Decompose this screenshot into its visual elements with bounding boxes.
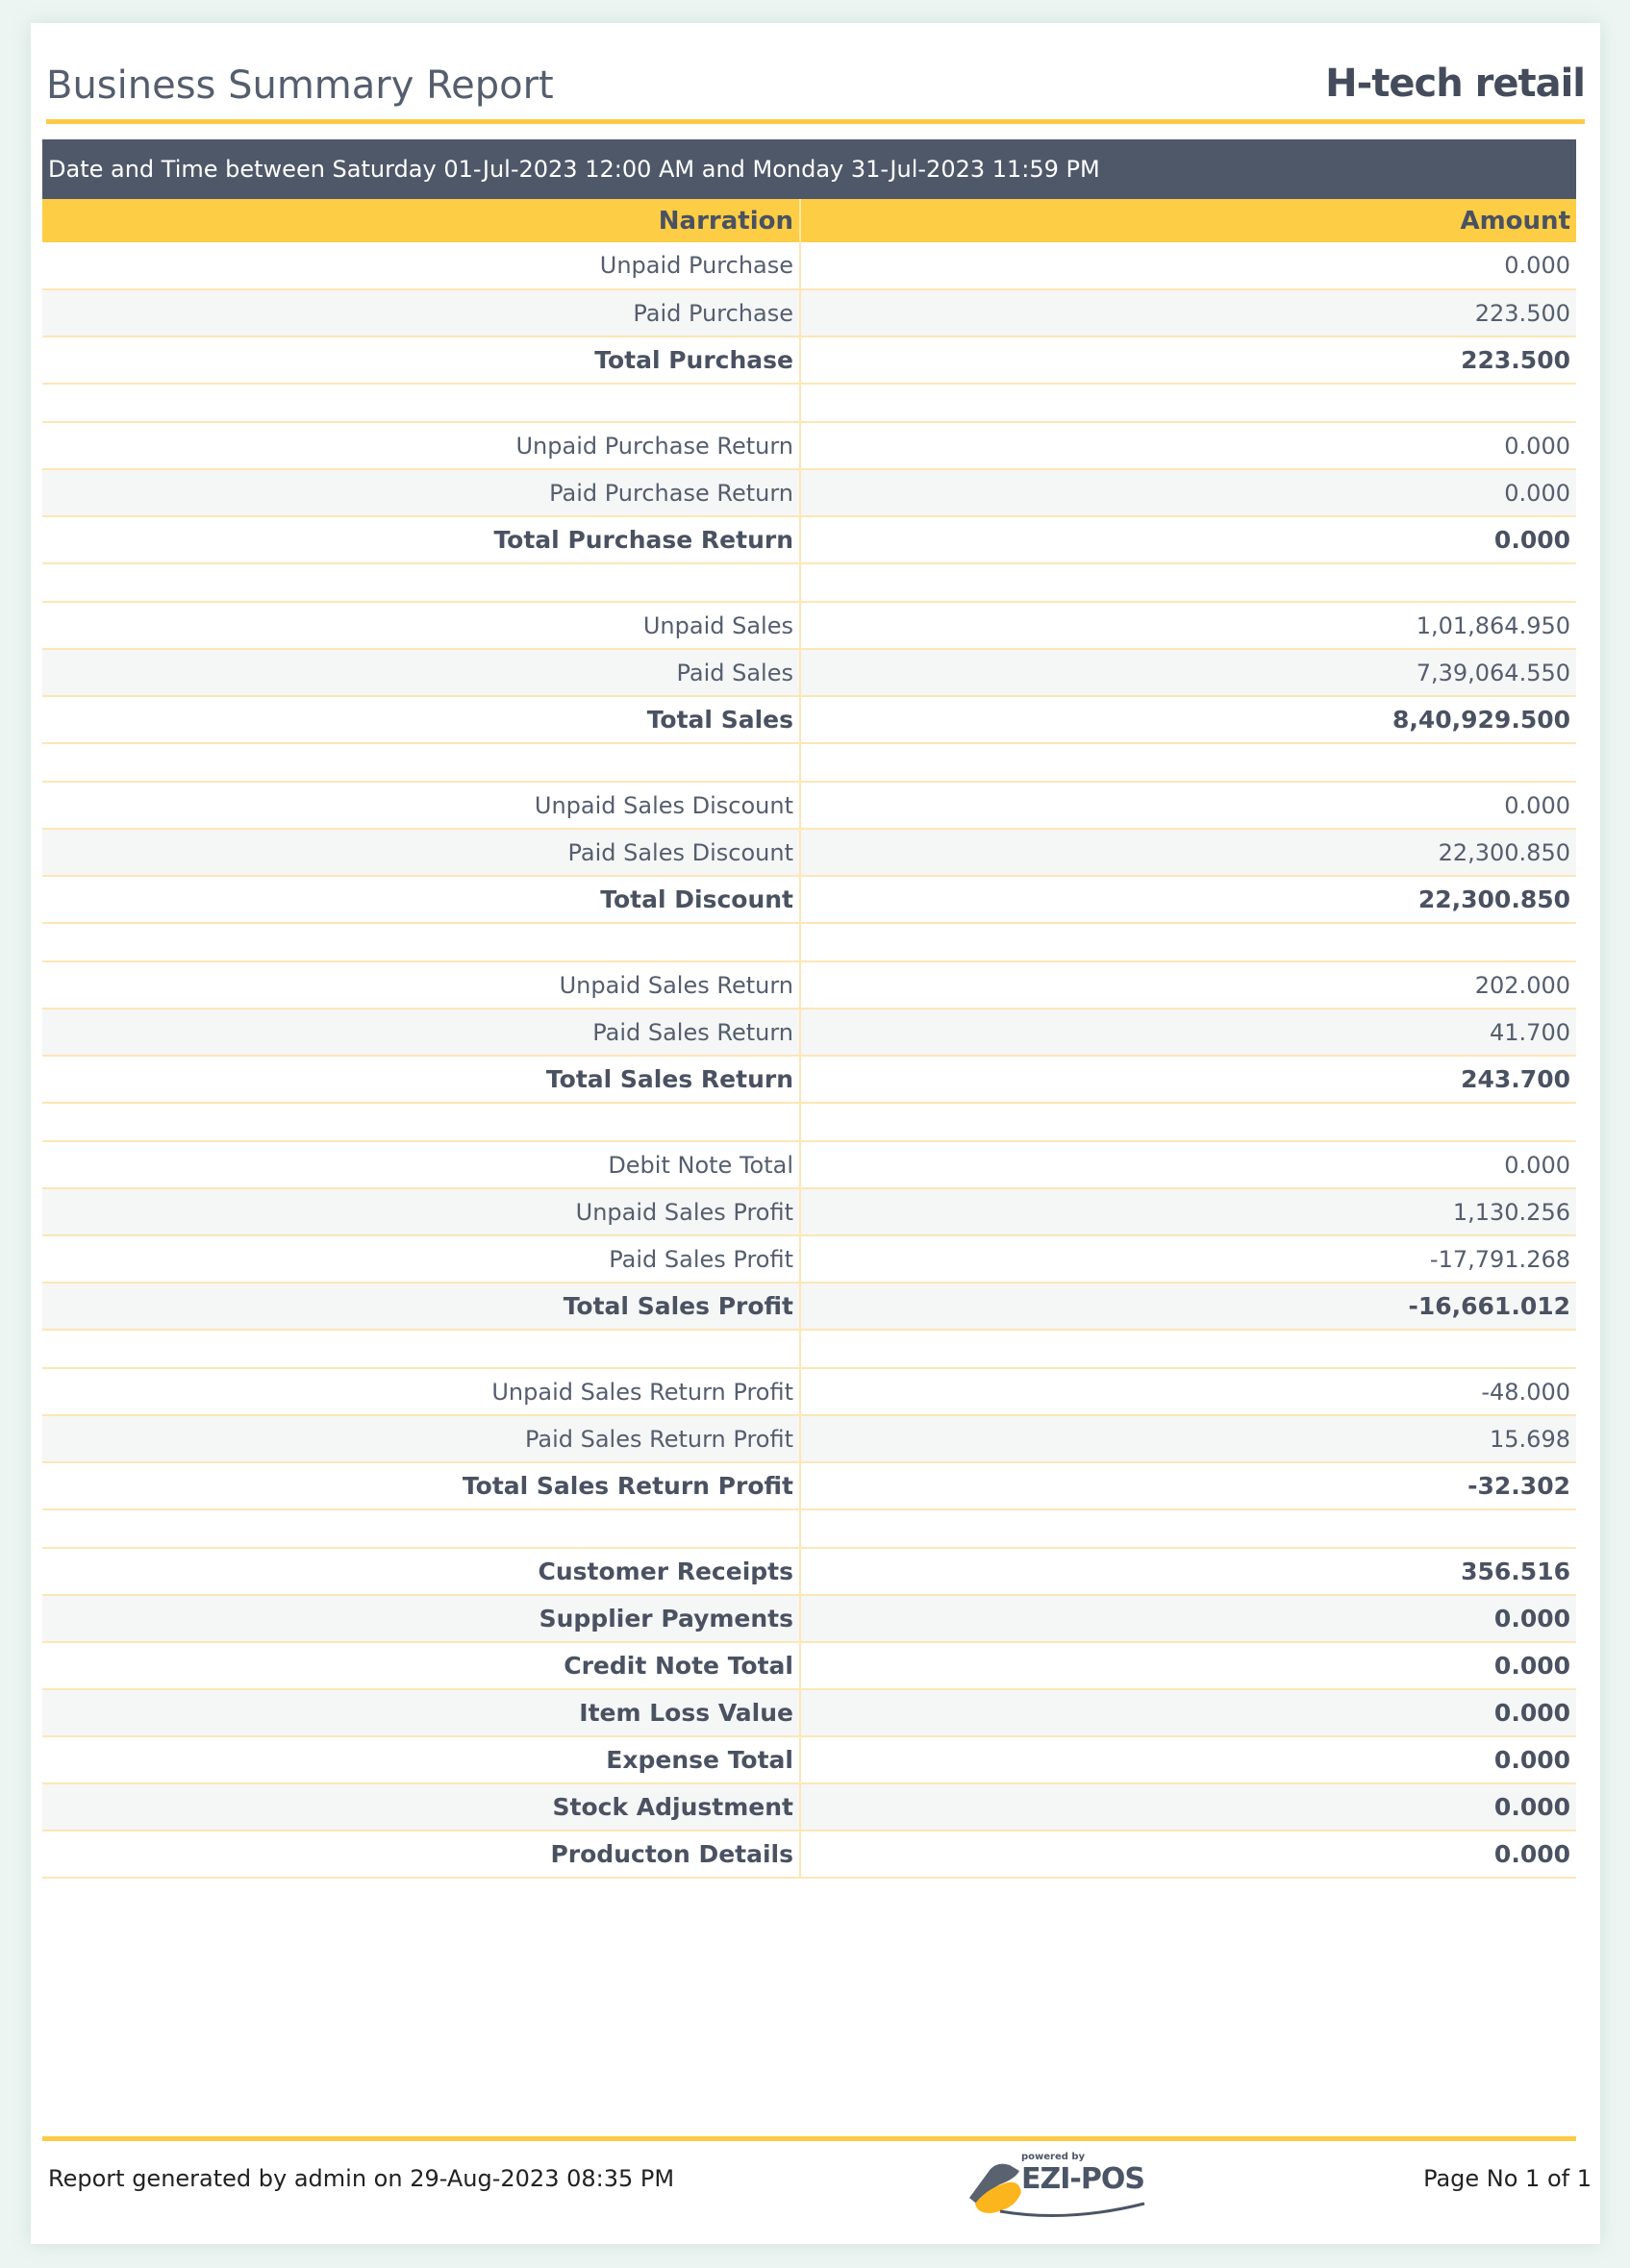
amount-cell: -32.302 (800, 1462, 1576, 1509)
table-row (42, 289, 1576, 336)
narration-cell: Paid Sales (42, 649, 800, 696)
narration-cell: Unpaid Purchase (42, 242, 800, 289)
table-row (42, 602, 1576, 649)
narration-cell (42, 1103, 800, 1141)
narration-cell: Stock Adjustment (42, 1783, 800, 1831)
narration-cell: Supplier Payments (42, 1595, 800, 1642)
amount-cell: 0.000 (800, 242, 1576, 289)
table-row (42, 1736, 1576, 1783)
narration-cell: Customer Receipts (42, 1548, 800, 1595)
amount-cell (800, 1509, 1576, 1548)
narration-cell: Item Loss Value (42, 1689, 800, 1736)
page-number: Page No 1 of 1 (1423, 2165, 1592, 2192)
narration-cell (42, 1330, 800, 1368)
amount-cell: 41.700 (800, 1009, 1576, 1056)
narration-cell (42, 563, 800, 602)
narration-cell: Producton Details (42, 1831, 800, 1878)
amount-cell: 356.516 (800, 1548, 1576, 1595)
narration-cell: Paid Sales Discount (42, 829, 800, 876)
ezi-pos-logo (962, 2140, 1164, 2227)
spacer-row (42, 923, 1576, 961)
table-body (42, 242, 1576, 1878)
table-row (42, 516, 1576, 563)
amount-cell: 7,39,064.550 (800, 649, 1576, 696)
table-row (42, 1783, 1576, 1831)
amount-cell: 0.000 (800, 1141, 1576, 1188)
spacer-row (42, 1103, 1576, 1141)
report-title: Business Summary Report (46, 63, 554, 108)
column-header-narration: Narration (42, 199, 800, 242)
narration-cell (42, 923, 800, 961)
narration-cell: Total Purchase (42, 336, 800, 384)
narration-cell: Paid Purchase (42, 289, 800, 336)
amount-cell: 22,300.850 (800, 829, 1576, 876)
amount-cell (800, 1103, 1576, 1141)
column-header-amount: Amount (800, 199, 1576, 242)
amount-cell (800, 923, 1576, 961)
amount-cell: 0.000 (800, 1595, 1576, 1642)
table-row (42, 1283, 1576, 1330)
amount-cell: 1,01,864.950 (800, 602, 1576, 649)
amount-cell: 1,130.256 (800, 1188, 1576, 1235)
logo-caption: powered by (1021, 2152, 1086, 2162)
amount-cell (800, 563, 1576, 602)
amount-cell: 0.000 (800, 469, 1576, 516)
amount-cell (800, 1330, 1576, 1368)
amount-cell: 0.000 (800, 782, 1576, 829)
table-row (42, 1462, 1576, 1509)
amount-cell (800, 743, 1576, 782)
narration-cell: Paid Sales Return Profit (42, 1415, 800, 1462)
table-row (42, 961, 1576, 1009)
amount-cell: 0.000 (800, 1642, 1576, 1689)
amount-cell: 22,300.850 (800, 876, 1576, 923)
amount-cell: 0.000 (800, 1783, 1576, 1831)
table-row (42, 1009, 1576, 1056)
amount-cell: 0.000 (800, 422, 1576, 469)
amount-cell: 8,40,929.500 (800, 696, 1576, 743)
table-row (42, 696, 1576, 743)
amount-cell: 223.500 (800, 336, 1576, 384)
narration-cell: Unpaid Sales Return (42, 961, 800, 1009)
narration-cell: Unpaid Sales Profit (42, 1188, 800, 1235)
table-row (42, 422, 1576, 469)
report-header (46, 60, 1585, 124)
narration-cell: Debit Note Total (42, 1141, 800, 1188)
narration-cell: Paid Sales Return (42, 1009, 800, 1056)
amount-cell: 15.698 (800, 1415, 1576, 1462)
narration-cell: Total Purchase Return (42, 516, 800, 563)
table-row (42, 1642, 1576, 1689)
table-row (42, 1056, 1576, 1103)
narration-cell: Expense Total (42, 1736, 800, 1783)
narration-cell: Total Discount (42, 876, 800, 923)
narration-cell: Paid Sales Profit (42, 1235, 800, 1283)
report-generated-info: Report generated by admin on 29-Aug-2023 08:35 PM (48, 2165, 675, 2192)
narration-cell (42, 743, 800, 782)
narration-cell: Total Sales Return (42, 1056, 800, 1103)
narration-cell: Unpaid Sales (42, 602, 800, 649)
table-row (42, 1831, 1576, 1878)
narration-cell: Total Sales (42, 696, 800, 743)
date-range-banner: Date and Time between Saturday 01-Jul-2023 12:00 AM and Monday 31-Jul-2023 11:59 PM (42, 139, 1576, 199)
narration-cell: Credit Note Total (42, 1642, 800, 1689)
table-row (42, 649, 1576, 696)
narration-cell (42, 384, 800, 422)
table-row (42, 1595, 1576, 1642)
amount-cell: 0.000 (800, 516, 1576, 563)
summary-table (42, 199, 1576, 1879)
table-row (42, 1548, 1576, 1595)
table-row (42, 1235, 1576, 1283)
amount-cell: -16,661.012 (800, 1283, 1576, 1330)
ezi-pos-logo-mark (962, 2140, 1164, 2227)
summary-table-wrapper (42, 199, 1576, 1879)
narration-cell: Unpaid Purchase Return (42, 422, 800, 469)
amount-cell: -17,791.268 (800, 1235, 1576, 1283)
narration-cell: Total Sales Profit (42, 1283, 800, 1330)
table-row (42, 336, 1576, 384)
amount-cell: 243.700 (800, 1056, 1576, 1103)
logo-name: EZI-POS (1021, 2162, 1144, 2196)
table-row (42, 829, 1576, 876)
table-row (42, 1141, 1576, 1188)
spacer-row (42, 743, 1576, 782)
narration-cell: Paid Purchase Return (42, 469, 800, 516)
table-row (42, 469, 1576, 516)
spacer-row (42, 563, 1576, 602)
amount-cell (800, 384, 1576, 422)
table-row (42, 1415, 1576, 1462)
table-row (42, 1188, 1576, 1235)
narration-cell: Unpaid Sales Return Profit (42, 1368, 800, 1415)
spacer-row (42, 1330, 1576, 1368)
table-row (42, 242, 1576, 289)
table-row (42, 782, 1576, 829)
amount-cell: 0.000 (800, 1736, 1576, 1783)
spacer-row (42, 384, 1576, 422)
spacer-row (42, 1509, 1576, 1548)
table-row (42, 876, 1576, 923)
amount-cell: 202.000 (800, 961, 1576, 1009)
table-row (42, 1368, 1576, 1415)
amount-cell: 0.000 (800, 1689, 1576, 1736)
table-header-row (42, 199, 1576, 242)
table-row (42, 1689, 1576, 1736)
narration-cell: Unpaid Sales Discount (42, 782, 800, 829)
amount-cell: -48.000 (800, 1368, 1576, 1415)
amount-cell: 223.500 (800, 289, 1576, 336)
company-name: H-tech retail (1325, 62, 1585, 106)
footer-divider (42, 2136, 1576, 2141)
amount-cell: 0.000 (800, 1831, 1576, 1878)
narration-cell (42, 1509, 800, 1548)
narration-cell: Total Sales Return Profit (42, 1462, 800, 1509)
